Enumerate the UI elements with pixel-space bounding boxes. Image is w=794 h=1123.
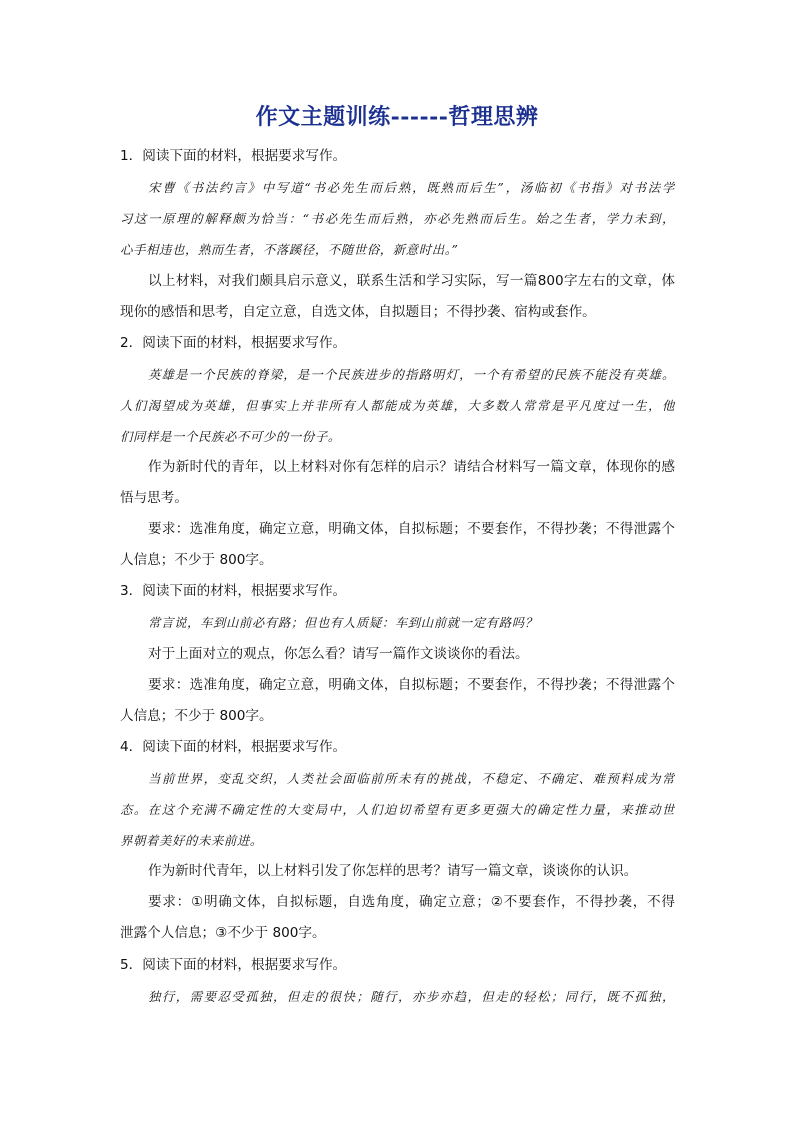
q4-material-line-2: 态。在这个充满不确定性的大变局中，人们迫切希望有更多更强大的确定性力量，来推动世 <box>120 802 675 817</box>
q4-requirement-line-1: 要求：①明确文体，自拟标题，自选角度，确定立意；②不要套作，不得抄袭，不得 <box>148 894 675 910</box>
q2-prompt-line-1: 作为新时代的青年，以上材料对你有怎样的启示？请结合材料写一篇文章，体现你的感 <box>148 459 675 475</box>
q4-heading: 4．阅读下面的材料，根据要求写作。 <box>120 739 347 755</box>
q4-material-line-1: 当前世界，变乱交织，人类社会面临前所未有的挑战，不稳定、不确定、难预料成为常 <box>148 771 675 786</box>
q2-requirement-line-1: 要求：选准角度，确定立意，明确文体，自拟标题；不要套作，不得抄袭；不得泄露个 <box>148 521 675 537</box>
document-title: 作文主题训练------哲理思辨 <box>255 104 539 130</box>
q3-heading: 3．阅读下面的材料，根据要求写作。 <box>120 583 347 599</box>
q3-prompt-line-1: 对于上面对立的观点，你怎么看？请写一篇作文谈谈你的看法。 <box>148 646 529 662</box>
q1-material-line-2: 习这一原理的解释颇为恰当：“书必先生而后熟，亦必先熟而后生。始之生者，学力未到， <box>120 211 675 226</box>
q3-material-line-1: 常言说，车到山前必有路；但也有人质疑：车到山前就一定有路吗？ <box>148 615 538 630</box>
q2-prompt-line-2: 悟与思考。 <box>120 490 188 506</box>
q2-heading: 2．阅读下面的材料，根据要求写作。 <box>120 335 347 351</box>
q2-requirement-line-2: 人信息；不少于 800字。 <box>120 552 273 568</box>
q4-requirement-line-2: 泄露个人信息；③不少于 800字。 <box>120 925 326 941</box>
q5-material-line-1: 独行，需要忍受孤独，但走的很快；随行，亦步亦趋，但走的轻松；同行，既不孤独， <box>148 989 675 1004</box>
q2-material-line-2: 人们渴望成为英雄，但事实上并非所有人都能成为英雄，大多数人常常是平凡度过一生，他 <box>120 398 675 413</box>
q1-material-line-1: 宋曹《书法约言》中写道“书必先生而后熟，既熟而后生”，汤临初《书指》对书法学 <box>148 180 675 195</box>
q5-heading: 5．阅读下面的材料，根据要求写作。 <box>120 957 347 973</box>
q4-material-line-3: 界朝着美好的未来前进。 <box>120 833 263 848</box>
q1-requirement-line-1: 以上材料，对我们颇具启示意义，联系生活和学习实际，写一篇800字左右的文章，体 <box>148 273 675 289</box>
q1-requirement-line-2: 现你的感悟和思考，自定立意，自选文体，自拟题目；不得抄袭、宿构或套作。 <box>120 304 596 320</box>
q1-heading: 1．阅读下面的材料，根据要求写作。 <box>120 148 347 164</box>
q2-material-line-3: 们同样是一个民族必不可少的一份子。 <box>120 429 341 444</box>
q2-material-line-1: 英雄是一个民族的脊梁，是一个民族进步的指路明灯，一个有希望的民族不能没有英雄。 <box>148 367 675 382</box>
q1-material-line-3: 心手相违也，熟而生者，不落蹊径，不随世俗，新意时出。” <box>120 242 459 257</box>
q3-requirement-line-1: 要求：选准角度，确定立意，明确文体，自拟标题；不要套作，不得抄袭；不得泄露个 <box>148 677 675 693</box>
q4-prompt-line-1: 作为新时代青年，以上材料引发了你怎样的思考？请写一篇文章，谈谈你的认识。 <box>148 863 638 879</box>
q3-requirement-line-2: 人信息；不少于 800字。 <box>120 708 273 724</box>
